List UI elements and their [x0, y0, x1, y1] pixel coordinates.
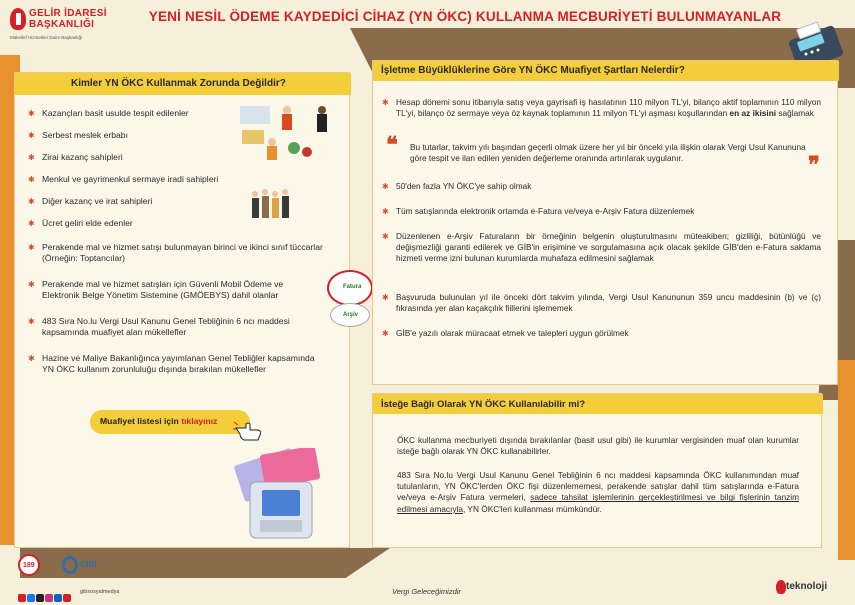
e-arsiv-badge — [330, 303, 370, 327]
condition-item: ✱ Düzenlenen e-Arşiv Faturaların bir örneğinin belgenin oluşturulmasını müteakiben; gizliliği, bütünlüğü ve değişmezliği garanti edilerek ve GİB'in erişimine ve sorgulamasına açık olacak şekilde GİB'den e-Fatura saklama hizmeti verme izni bulunan kurumlarda muhafaza edilmesini sağlamak — [396, 231, 821, 265]
logo-line-1: GELİR İDARESİ — [29, 8, 107, 19]
condition-item: ✱ Başvuruda bulunulan yıl ile önceki dört takvim yılında, Vergi Usul Kanununun 359 uncu maddesinin (b) ve (ç) fıkrasında yer alan kaçakçılık fiillerini işlememek — [396, 292, 821, 314]
social-handle: gibsosyalmedya — [80, 589, 120, 595]
optional-use-paragraph-1: ÖKC kullanma mecburiyeti dışında bırakılanlar (basit usul gibi) ile kurumlar vergisinden muaf olan kurumlar isteğe bağlı olarak YN ÖKC kullanabilirler. — [397, 435, 799, 457]
facebook-icon[interactable] — [27, 594, 35, 602]
list-item: ✱ Ücret geliri elde edenler — [28, 218, 233, 229]
professions-illustration — [232, 100, 342, 230]
list-item: ✱ Perakende mal ve hizmet satışı bulunmayan birinci ve ikinci sınıf tüccarlar (Örneğin: Toptancılar) — [28, 242, 324, 264]
footer-slogan: Vergi Geleceğimizdir — [392, 587, 461, 596]
footer-logos — [18, 552, 108, 582]
alo-189-icon — [18, 554, 40, 576]
gibi-label: GİBİ — [80, 560, 97, 569]
youtube-icon[interactable] — [63, 594, 71, 602]
gib-logo — [10, 6, 130, 46]
page-title: YENİ NESİL ÖDEME KAYDEDİCİ CİHAZ (YN ÖKC) KULLANMA MECBURİYETİ BULUNMAYANLAR — [148, 9, 782, 24]
list-item: ✱ Menkul ve gayrimenkul sermaye iradi sahipleri — [28, 174, 233, 185]
condition-1-text: Hesap dönemi sonu itibarıyla satış veya gayrisafi iş hasılatının 110 milyon TL'yi, bilanço aktif toplamının 110 milyon TL'yi, bilanço öz sermaye veya öz kaynak toplamının 11 milyon TL'yi aşması koşullarından — [396, 97, 821, 119]
alo-189-label: 189 — [23, 562, 35, 569]
linkedin-icon[interactable] — [54, 594, 62, 602]
list-item: ✱ Serbest meslek erbabı — [28, 130, 233, 141]
condition-item: ✱ Tüm satışlarında elektronik ortamda e-Fatura ve/veya e-Arşiv Fatura düzenlemek — [396, 206, 821, 217]
revaluation-note: Bu tutarlar, takvim yılı başından geçerli olmak üzere her yıl bir önceki yıla ilişkin olarak Vergi Usul Kanununa göre tespit ve ilan edilen yeniden değerleme oranında artırılarak uygulanır. — [410, 142, 806, 164]
optional-use-heading: İsteğe Bağlı Olarak YN ÖKC Kullanılabilir mi? — [381, 399, 586, 410]
list-item: ✱ 483 Sıra No.lu Vergi Usul Kanunu Genel Tebliğinin 6 ncı maddesi kapsamında muafiyet alan mükellefler — [28, 316, 296, 338]
exemption-list-button-prefix: Muafiyet listesi için — [100, 416, 182, 426]
optional-use-paragraph-2 — [397, 470, 799, 515]
card-payment-illustration — [228, 448, 332, 546]
optional-use-p2-tail: , YN ÖKC'leri kullanması mümkündür. — [462, 503, 602, 514]
gibi-icon — [62, 556, 78, 574]
condition-1-tail: sağlamak — [776, 108, 814, 119]
optional-use-panel — [372, 393, 822, 548]
logo-line-3: Mükellef Hizmetleri Daire Başkanlığı — [10, 35, 83, 40]
e-arsiv-label: Arşiv — [343, 312, 359, 318]
optional-use-p2-text: 483 Sıra No.lu Vergi Usul Kanunu Genel Tebliğinin 6 ncı maddesi kapsamında ÖKC kullanımından muaf tutulanların, YN ÖKC'lerden ÖKC fişi düzenlememesi, perakende satışlar dahil tüm satışlarında e-Fatura ve/veya e-Arşiv Fatura vermeleri, — [397, 470, 799, 503]
quote-open-icon: ❝ — [386, 132, 398, 158]
logo-line-2: BAŞKANLIĞI — [29, 19, 95, 30]
social-media-icons — [18, 589, 138, 599]
list-item: ✱ Zirai kazanç sahipleri — [28, 152, 233, 163]
exemptions-heading-bar — [15, 73, 351, 95]
exemptions-list-2 — [28, 242, 324, 375]
optional-use-heading-bar — [373, 394, 823, 414]
condition-item — [396, 97, 821, 119]
e-fatura-badge — [327, 270, 373, 306]
quote-close-icon: ❞ — [808, 152, 820, 178]
pointer-hand-icon — [232, 420, 264, 442]
e-fatura-label: Fatura — [343, 284, 362, 290]
optional-use-p2-underlined: sadece tahsilat işlemlerinin gerçekleştirilmesi ve bilgi fişlerinin tanzim edilmesi amacıyla — [397, 492, 799, 514]
condition-item: ✱ 50'den fazla YN ÖKC'ye sahip olmak — [396, 181, 821, 192]
exemption-list-link[interactable]: tıklayınız — [181, 416, 218, 426]
condition-1-emphasis: en az ikisini — [729, 108, 777, 119]
size-conditions-heading: İşletme Büyüklüklerine Göre YN ÖKC Muafiyet Şartları Nelerdir? — [381, 65, 685, 76]
list-item: ✱ Diğer kazanç ve irat sahipleri — [28, 196, 233, 207]
list-item: ✱ Kazançları basit usulde tespit edilenler — [28, 108, 233, 119]
gib-logo-icon — [10, 8, 26, 30]
list-item: ✱ Hazine ve Maliye Bakanlığınca yayımlanan Genel Tebliğler kapsamında YN ÖKC kullanım zorunluluğu dışında bırakılan mükellefler — [28, 353, 324, 375]
x-icon[interactable] — [36, 594, 44, 602]
footer-brand: teknoloji — [786, 581, 828, 592]
list-item: ✱ Perakende mal ve hizmet satışları için Güvenli Mobil Ödeme ve Elektronik Belge Yönetim Sistemine (GMÖEBYS) dahil olanlar — [28, 279, 296, 301]
exemptions-list — [28, 108, 233, 240]
gib-teknoloji-icon — [776, 580, 786, 594]
size-conditions-content — [372, 60, 838, 385]
instagram-icon[interactable] — [45, 594, 53, 602]
decor-band-right-orange — [838, 360, 855, 560]
exemptions-heading: Kimler YN ÖKC Kullanmak Zorunda Değildir? — [71, 78, 286, 89]
exemption-list-button[interactable] — [90, 410, 250, 434]
condition-item: ✱ GİB'e yazılı olarak müracaat etmek ve talepleri uygun görülmek — [396, 328, 821, 339]
youtube-icon[interactable] — [18, 594, 26, 602]
